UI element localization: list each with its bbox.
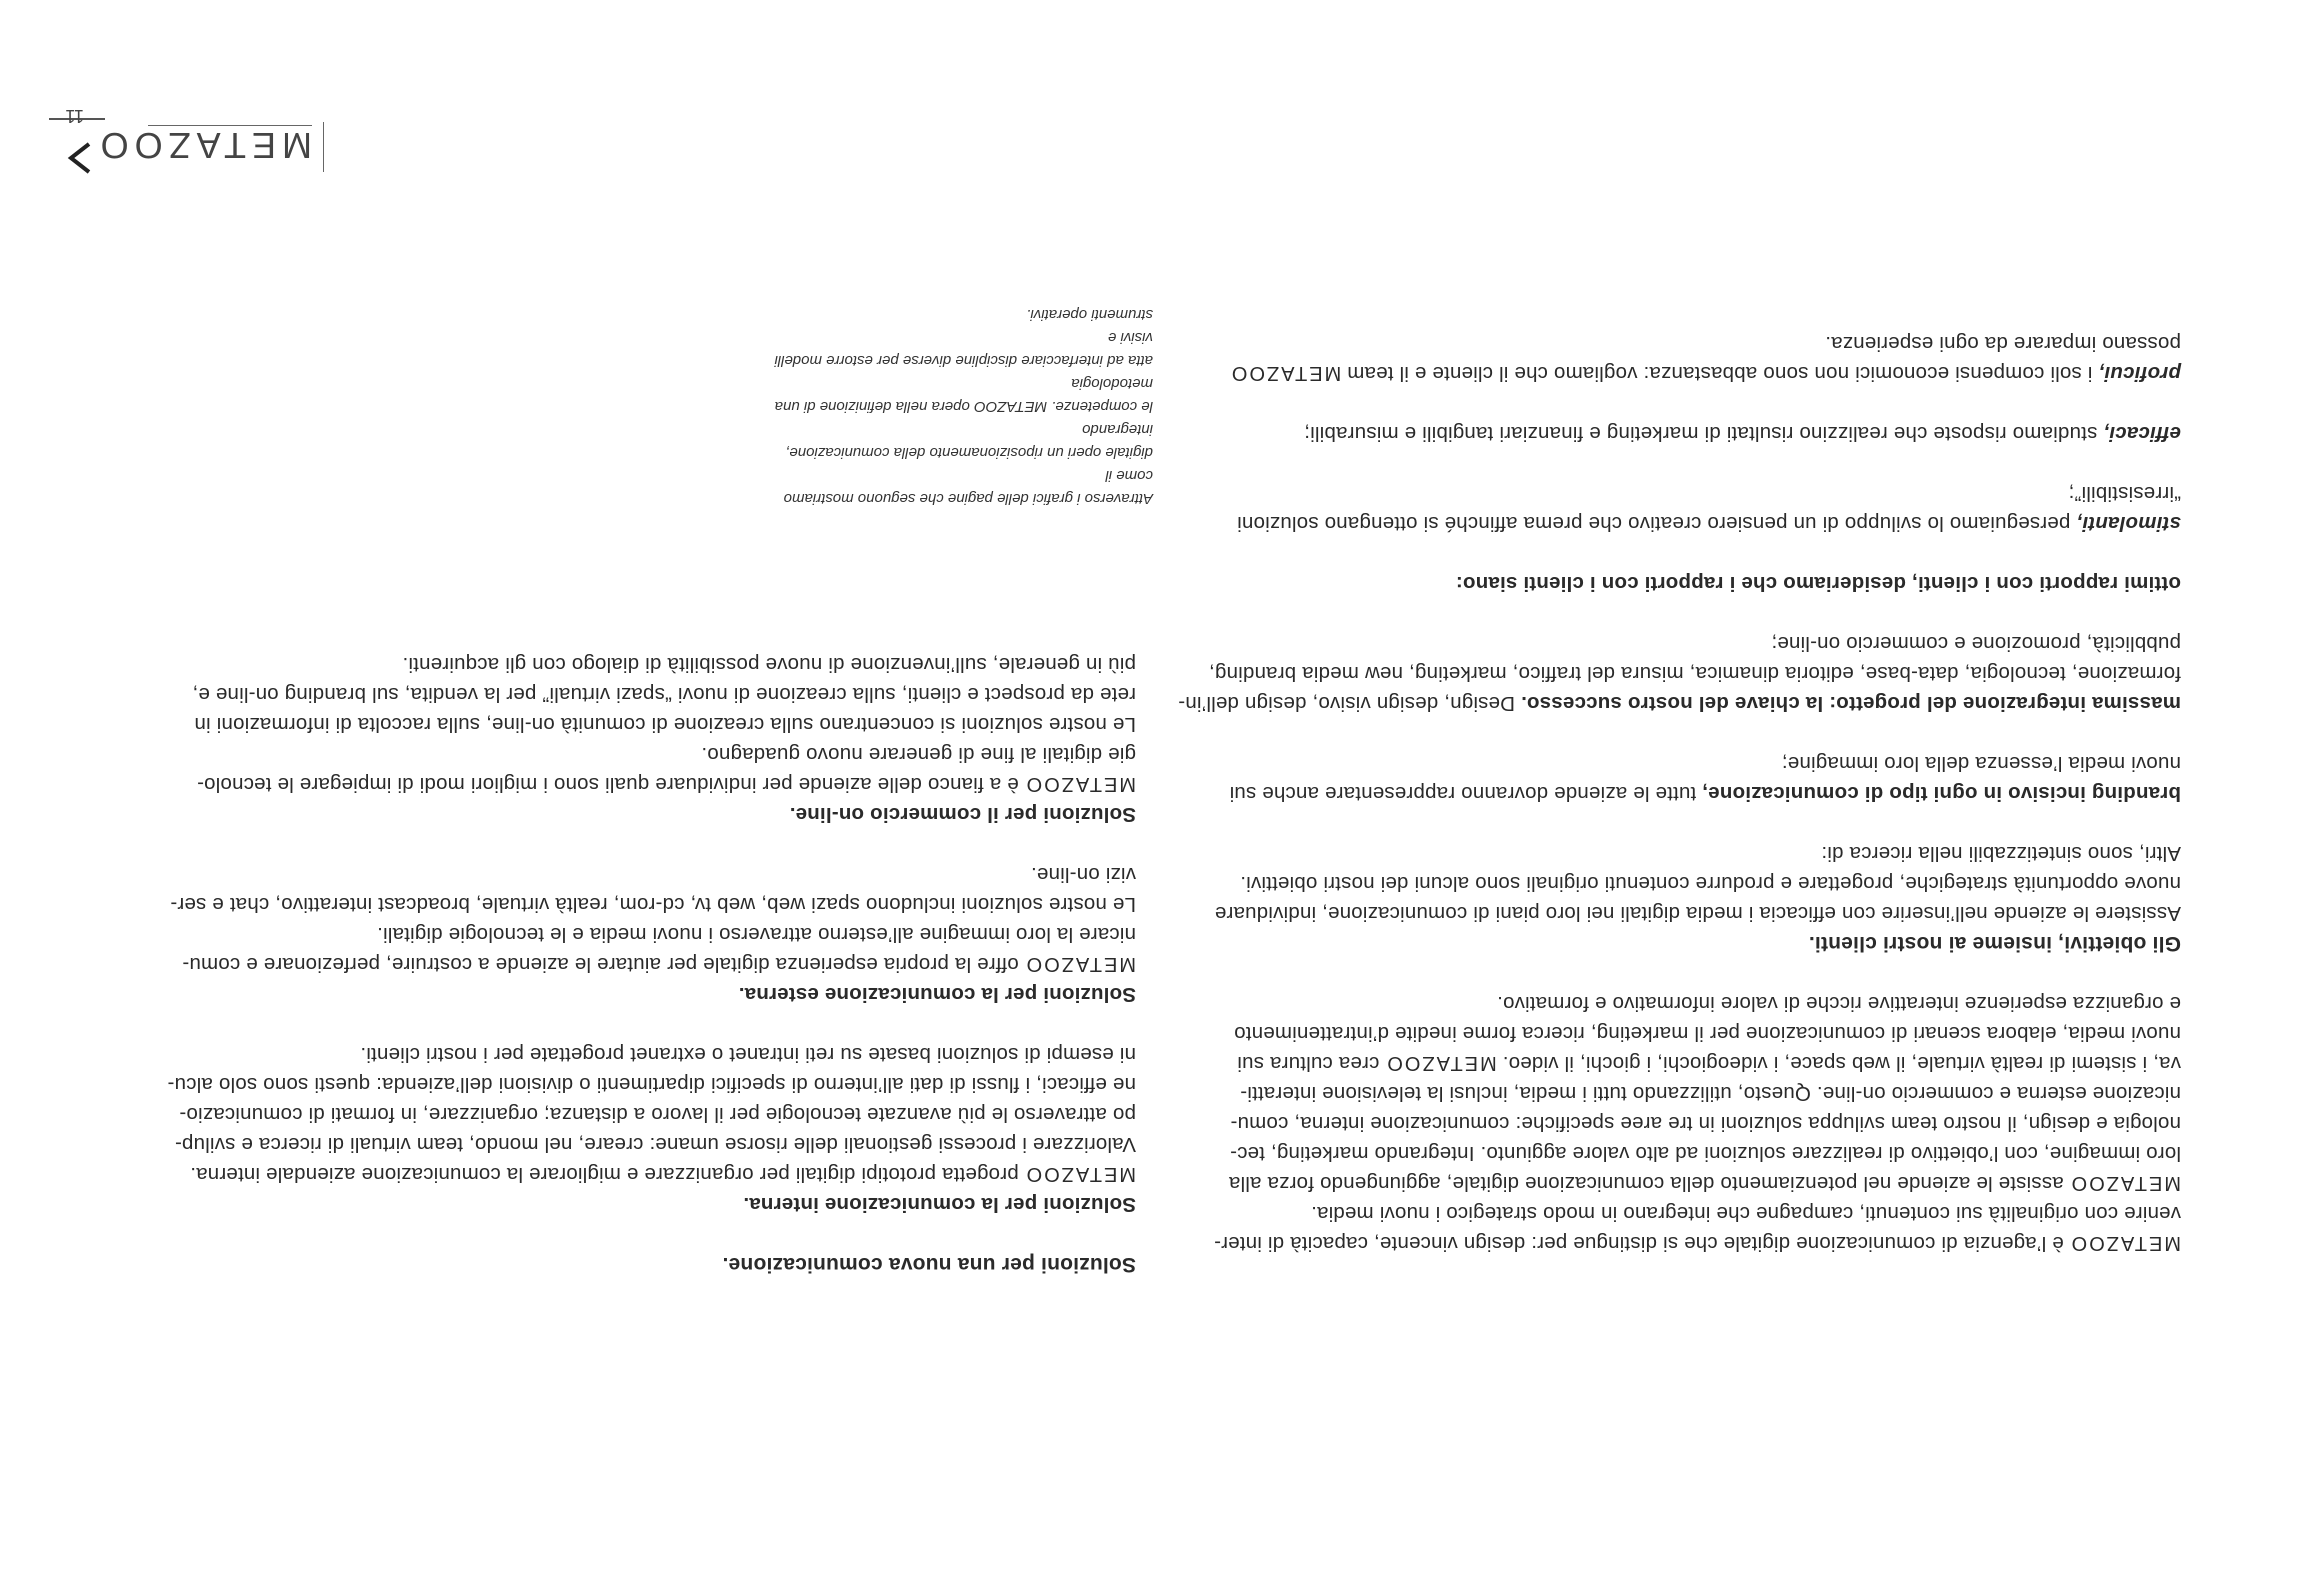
intro-paragraph: METAZOO è l’agenzia di comunicazione digitale che si distingue per: design vincente, capacità di inter- venire con originalità sui contenuti, campagne che integrano in modo strategico i nuovi media. METAZOO assiste le aziende nel potenziamento della comunicazione digitale, aggiungendo forza alla loro immagine, con l’obiettivo di realizzare soluzioni ad alto valore aggiunto. Integrando marketing, tec- nologia e design, il nostro team sviluppa soluzioni in tre aree specifiche: comunicazione interna, comu- nicazione esterna e commercio on-line. Questo, utilizzando tutti i media, inclusi la televisione interatti- va, i sistemi di realtà virtuale, il web space, i videogiochi, i giochi, il video. METAZOO crea cultura sui nuovi media, elabora scenari di comunicazione per il marketing, ricerca forme inedite d’intrattenimento e organizza esperienze interattive ricche di valore informativo e formativo. <box>1213 992 2181 1255</box>
page-number: 11 <box>65 106 84 126</box>
effective-item: efficaci, studiamo risposte che realizzino risultati di marketing e finanziari tangibili e misurabili; <box>1304 422 2181 445</box>
stimulating-item: stimolanti, perseguiamo lo sviluppo di un pensiero creativo che prema affinché si ottengano soluzioni “irresistibili”; <box>1237 482 2181 535</box>
heading-interna: Soluzioni per la comunicazione interna. <box>743 1193 1136 1216</box>
left-column <box>1159 328 2181 1258</box>
objectives-paragraph: Assistere le aziende nell’inserire con efficacia i media digitali nei loro piani di comunicazione, individuare nuove opportunità strategiche, progettare e produrre contenuti originali sono alcuni dei nostri obiettivi. Altri, sono sintetizzabili nella ricerca di: <box>1214 842 2181 925</box>
brand-name: METAZOO <box>1385 1052 1497 1074</box>
internal-paragraph: METAZOO progetta prototipi digitali per organizzare e migliorare la comunicazione aziendale interna. Valorizzare i processi gestionali delle risorse umane: creare, nel mondo, team virtuali di ricerca e svilup- po attraverso le più avanzate tecnologie per il lavoro a distanza; organizzare, in formati di comunicazio- ne efficaci, i flussi di dati all’interno di specifici dipartimenti o divisioni dell’azienda: questi sono solo alcu- ni esempi di soluzioni basate su reti intranet o extranet progettate per i nostri clienti. <box>167 1043 1136 1186</box>
logo-wordmark: METAZOO <box>94 125 312 166</box>
branding-item: branding incisivo in ogni tipo di comunicazione, tutte le aziende dovranno rappresentare anche sui nuovi media l’essenza della loro immagine; <box>1229 752 2181 805</box>
brand-name: METAZOO <box>2069 1172 2181 1194</box>
relations-item: ottimi rapporti con i clienti, desideriamo che i rapporti con i clienti siano: <box>1455 572 2181 595</box>
figure-caption: Attraverso i grafici delle pagine che seguono mostriamo come il digitale operi un riposizionamento della comunicazione, integrando le competenze. METAZOO opera nella definizione di una metodologia atta ad interfacciare discipline diverse per estorre modelli visivi e strumenti operativi. <box>774 306 1153 507</box>
brand-name: METAZOO <box>1024 1163 1136 1185</box>
profitable-item: proficui, i soli compensi economici non sono abbastanza: vogliamo che il cliente e il team METAZOO possano imparare da ogni esperienza. <box>1229 332 2181 385</box>
heading-online: Soluzioni per il commercio on-line. <box>789 803 1136 826</box>
right-column <box>101 649 1136 1279</box>
brand-name: METAZOO <box>2069 1232 2181 1254</box>
heading-esterna: Soluzioni per la comunicazione esterna. <box>738 983 1136 1006</box>
heading-soluzioni: Soluzioni per una nuova comunicazione. <box>722 1253 1136 1276</box>
metazoo-logo <box>94 110 312 170</box>
chevron-right-icon[interactable] <box>65 138 95 178</box>
brand-name: METAZOO <box>1024 773 1136 795</box>
brand-name: METAZOO <box>974 398 1048 415</box>
brand-name: METAZOO <box>1229 362 1342 384</box>
integration-item: massima integrazione del progetto: la chiave del nostro successo. Design, design visivo, design dell’in- formazione, tecnologia, data-base, editoria dinamica, misura del traffico, marketing, new media branding, pubblicità, promozione e commercio on-line; <box>1178 632 2181 715</box>
brand-name: METAZOO <box>1024 953 1136 975</box>
heading-obiettivi: Gli obiettivi, insieme ai nostri clienti. <box>1808 932 2181 955</box>
online-paragraph: METAZOO è a fianco delle aziende per individuare quali sono i migliori modi di impiegare le tecnolo- gie digitali al fine di generare nuovo guadagno. Le nostre soluzioni si concentrano sulla creazione di comunità on-line, sulla raccolta di informazioni in rete da prospect e clienti, sulla creazione di nuovi “spazi virtuali” per la vendita, sul branding on-line e, più in generale, sull’invenzione di nuove possibilità di dialogo con gli acquirenti. <box>192 653 1136 796</box>
external-paragraph: METAZOO offre la propria esperienza digitale per aiutare le aziende a costruire, perfezionare e comu- nicare la loro immagine all’esterno attraverso i nuovi media e le tecnologie digitali. Le nostre soluzioni includono spazi web, web tv, cd-rom, realtà virtuale, broadcast interattivo, chat e ser- vizi on-line. <box>170 863 1136 976</box>
